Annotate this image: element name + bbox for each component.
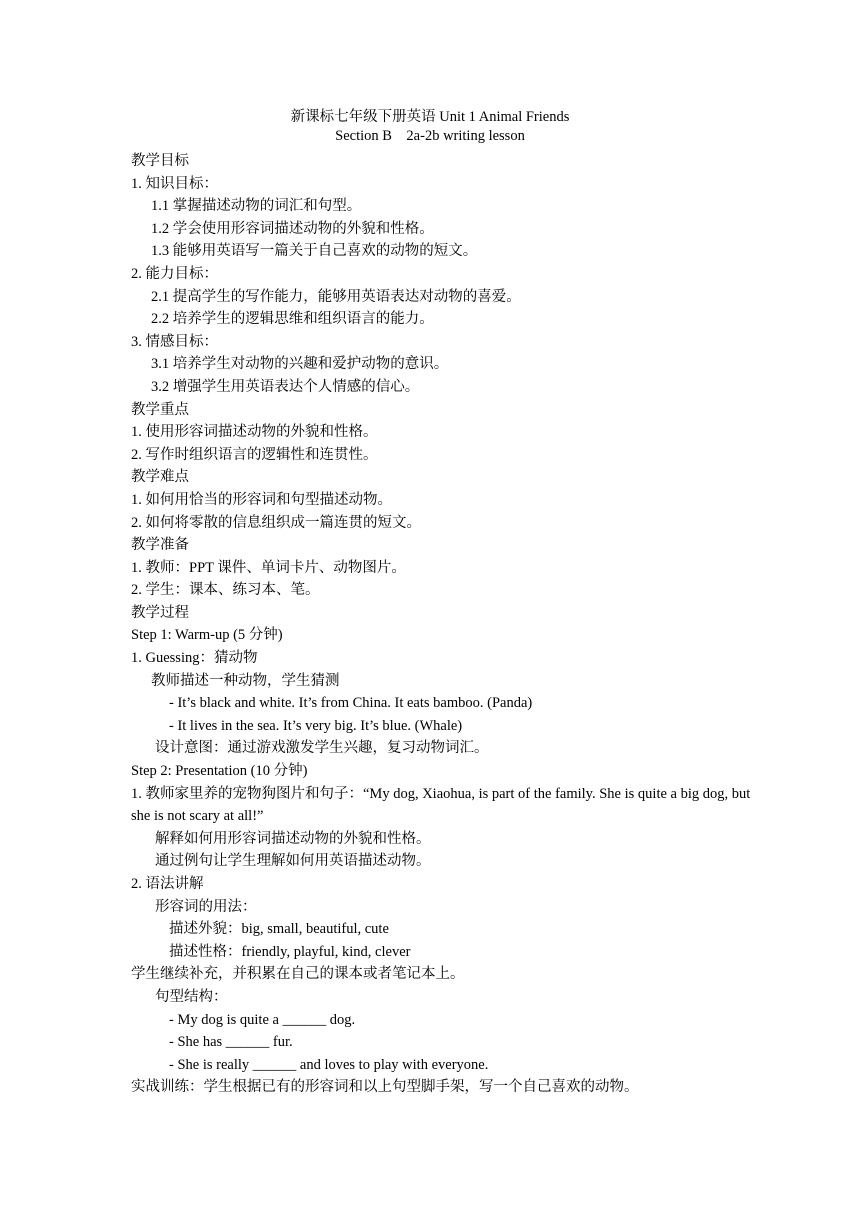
section-heading: 教学准备 [131,537,189,554]
document-body [131,150,751,1099]
paragraph: 描述性格：friendly, playful, kind, clever [169,943,411,960]
paragraph: 描述外貌：big, small, beautiful, cute [169,921,389,938]
list-item: 2.1 提高学生的写作能力，能够用英语表达对动物的喜爱。 [151,288,521,305]
section-heading: 教学过程 [131,604,189,621]
example-sentence: - She is really ______ and loves to play with everyone. [169,1056,489,1073]
paragraph: 句型结构： [155,988,228,1005]
list-item: 2. 语法讲解 [131,876,204,892]
section-heading: 教学重点 [131,401,189,418]
list-item: 1. 教师家里养的宠物狗图片和句子：“My dog, Xiaohua, is part of the family. She is quite a big dog, but she is not scary at all!” [131,785,751,825]
example-sentence: - It lives in the sea. It’s very big. It’s blue. (Whale) [169,717,463,734]
list-item: 3.1 培养学生对动物的兴趣和爱护动物的意识。 [151,356,449,373]
paragraph: 通过例句让学生理解如何用英语描述动物。 [155,853,431,870]
example-sentence: - It’s black and white. It’s from China. It eats bamboo. (Panda) [169,695,533,712]
document-subtitle: Section B 2a-2b writing lesson [335,128,525,144]
list-item: 2.2 培养学生的逻辑思维和组织语言的能力。 [151,311,434,328]
list-item: 1.3 能够用英语写一篇关于自己喜欢的动物的短文。 [151,243,478,260]
section-heading: 教学目标 [131,153,189,169]
paragraph: 教师描述一种动物，学生猜测 [151,672,340,689]
list-item: 1. Guessing：猜动物 [131,650,258,667]
section-heading: 教学难点 [131,469,189,486]
example-sentence: - She has ______ fur. [169,1034,293,1051]
list-item: 1.1 掌握描述动物的词汇和句型。 [151,198,362,215]
paragraph: 解释如何用形容词描述动物的外貌和性格。 [155,830,431,847]
list-item: 3.2 增强学生用英语表达个人情感的信心。 [151,378,420,395]
list-item: 2. 写作时组织语言的逻辑性和连贯性。 [131,446,378,463]
step-heading: Step 2: Presentation (10 分钟) [131,763,308,780]
paragraph: 形容词的用法： [155,898,257,915]
list-item: 2. 学生：课本、练习本、笔。 [131,582,320,599]
example-sentence: - My dog is quite a ______ dog. [169,1011,356,1028]
list-item: 1. 如何用恰当的形容词和句型描述动物。 [131,491,392,508]
document-title: 新课标七年级下册英语 Unit 1 Animal Friends [290,109,570,125]
list-item: 1. 教师：PPT 课件、单词卡片、动物图片。 [131,559,406,576]
step-heading: Step 1: Warm-up (5 分钟) [131,627,283,644]
paragraph: 学生继续补充，并积累在自己的课本或者笔记本上。 [131,966,465,983]
list-item: 2. 能力目标： [131,265,218,282]
list-item: 1.2 学会使用形容词描述动物的外貌和性格。 [151,220,434,237]
list-item: 3. 情感目标： [131,333,218,350]
list-item: 2. 如何将零散的信息组织成一篇连贯的短文。 [131,514,421,531]
list-item: 1. 使用形容词描述动物的外貌和性格。 [131,424,378,441]
paragraph: 实战训练：学生根据已有的形容词和以上句型脚手架，写一个自己喜欢的动物。 [131,1079,639,1096]
paragraph: 设计意图：通过游戏激发学生兴趣，复习动物词汇。 [155,740,489,757]
list-item: 1. 知识目标： [131,175,218,192]
